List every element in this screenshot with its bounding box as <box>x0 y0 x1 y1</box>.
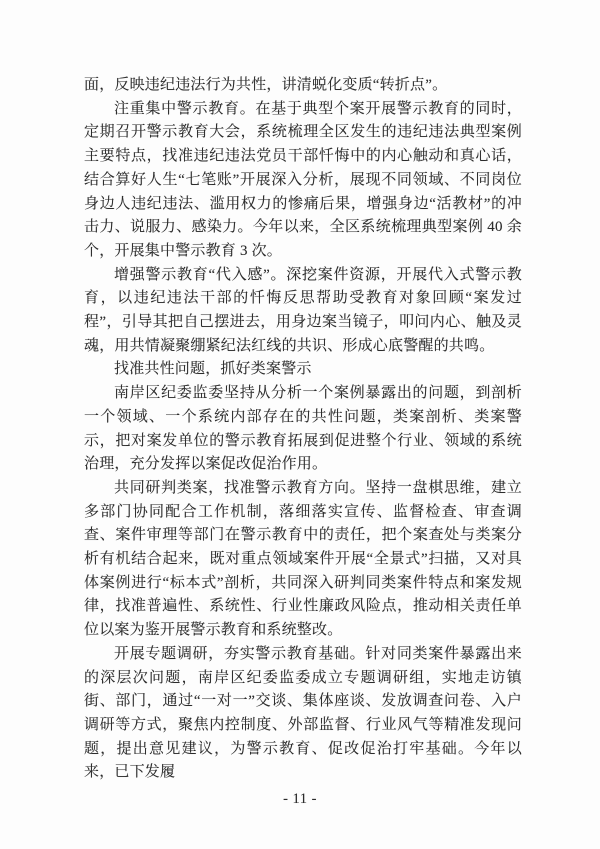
paragraph-immersive-warning-education: 增强警示教育“代入感”。深挖案件资源，开展代入式警示教育，以违纪违法干部的忏悔反思帮助受教育对象回顾“案发过程”，引导其把自己摆进去，用身边案当镜子，叩问内心、触及灵魂，用共情凝聚绷紧纪法红线的共识、形成心底警醒的共鸣。 <box>84 266 522 354</box>
paragraph-continuation: 面，反映违纪违法行为共性，讲清蜕化变质“转折点”。 <box>84 77 448 93</box>
document-body <box>84 74 522 785</box>
paragraph-special-investigation: 开展专题调研，夯实警示教育基础。针对同类案件暴露出来的深层次问题，南岸区纪委监委成立专题调研组，实地走访镇街、部门，通过“一对一”交谈、集体座谈、发放调查问卷、入户调研等方式，聚焦内控制度、外部监督、行业风气等精准发现问题，提出意见建议，为警示教育、促改促治打牢基础。今年以来，已下发履 <box>84 645 522 781</box>
paragraph-joint-case-research: 共同研判类案，找准警示教育方向。坚持一盘棋思维，建立多部门协同配合工作机制，落细落实宣传、监督检查、审查调查、案件审理等部门在警示教育中的责任，把个案查处与类案分析有机结合起来，既对重点领域案件开展“全景式”扫描，又对具体案例进行“标本式”剖析，共同深入研判同类案件特点和案发规律，找准普遍性、系统性、行业性廉政风险点，推动相关责任单位以案为鉴开展警示教育和系统整改。 <box>84 479 522 639</box>
section-heading-common-issues: 找准共性问题，抓好类案警示 <box>114 361 312 378</box>
paragraph-case-analysis: 南岸区纪委监委坚持从分析一个案例暴露出的问题，到剖析一个领域、一个系统内部存在的共性问题，类案剖析、类案警示，把对案发单位的警示教育拓展到促进整个行业、领域的系统治理，充分发挥以案促改促治作用。 <box>84 385 522 473</box>
paragraph-centralized-warning-education: 注重集中警示教育。在基于典型个案开展警示教育的同时，定期召开警示教育大会，系统梳理全区发生的违纪违法典型案例主要特点，找准违纪违法党员干部忏悔中的内心触动和真心话，结合算好人生“七笔账”开展深入分析，展现不同领域、不同岗位身边人违纪违法、滥用权力的惨痛后果，增强身边“活教材”的冲击力、说服力、感染力。今年以来，全区系统梳理典型案例 40 余个，开展集中警示教育 3 次。 <box>84 100 522 259</box>
page-number: - 11 - <box>283 791 317 807</box>
